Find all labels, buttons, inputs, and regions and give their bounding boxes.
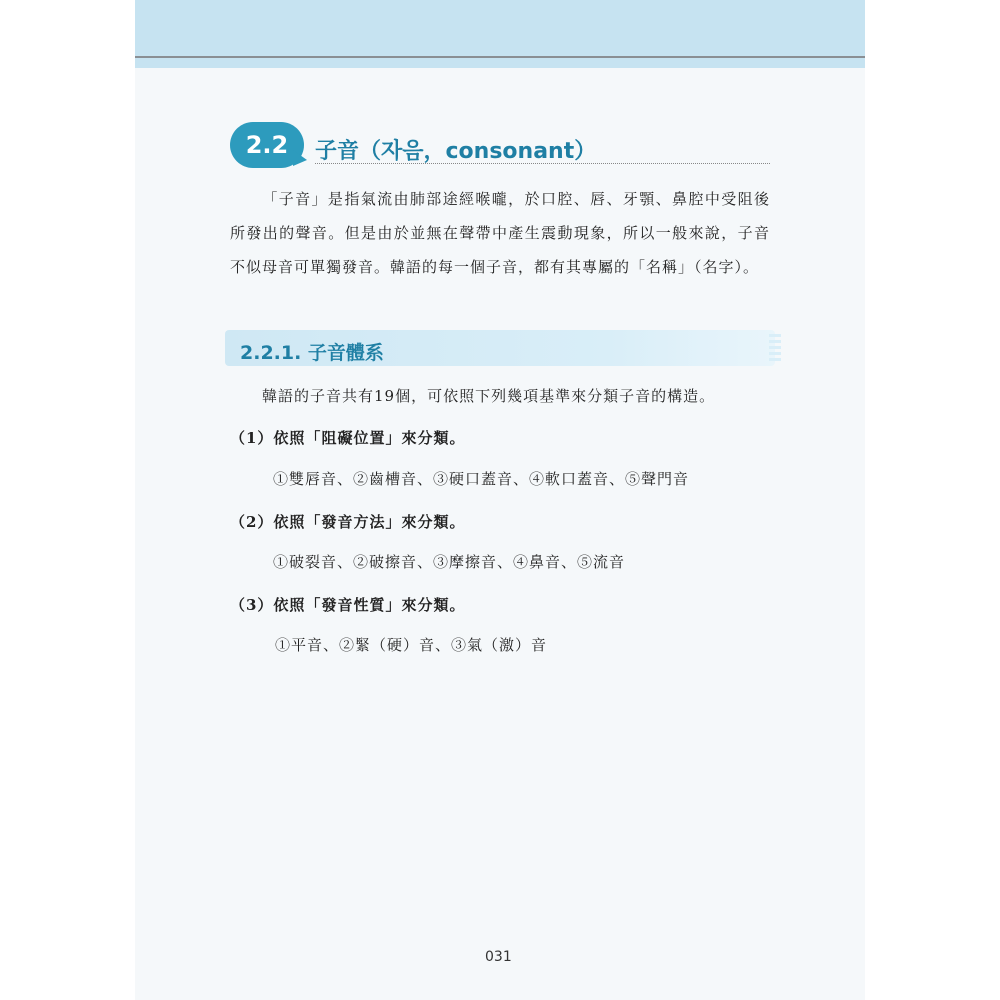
section-title: 子音（자음，consonant） <box>315 139 597 164</box>
criterion-items-2: ①破裂音、②破擦音、③摩擦音、④鼻音、⑤流音 <box>273 553 626 571</box>
section-number-badge: 2.2 <box>230 122 304 168</box>
intro-paragraph <box>230 182 770 284</box>
criterion-heading-2: （2）依照「發音方法」來分類。 <box>230 513 466 531</box>
book-page <box>135 0 865 1000</box>
page-number: 031 <box>485 949 512 965</box>
criterion-heading-1: （1）依照「阻礙位置」來分類。 <box>230 429 466 447</box>
header-band-lower <box>135 58 865 68</box>
criterion-items-3: ①平音、②緊（硬）音、③氣（激）音 <box>275 636 548 654</box>
subsection-title: 2.2.1. 子音體系 <box>240 342 384 364</box>
header-band <box>135 0 865 56</box>
criterion-items-1: ①雙唇音、②齒槽音、③硬口蓋音、④軟口蓋音、⑤聲門音 <box>273 470 690 488</box>
intro-paragraph-text: 「子音」是指氣流由肺部途經喉嚨，於口腔、唇、牙顎、鼻腔中受阻後所發出的聲音。但是由於並無在聲帶中產生震動現象，所以一般來說，子音不似母音可單獨發音。韓語的每一個子音，都有其專屬的「名稱」（名字）。 <box>230 190 770 276</box>
body-intro: 韓語的子音共有19個，可依照下列幾項基準來分類子音的構造。 <box>262 387 716 405</box>
criterion-heading-3: （3）依照「發音性質」來分類。 <box>230 596 466 614</box>
badge-tail <box>293 150 307 166</box>
section-title-rule <box>315 163 770 164</box>
